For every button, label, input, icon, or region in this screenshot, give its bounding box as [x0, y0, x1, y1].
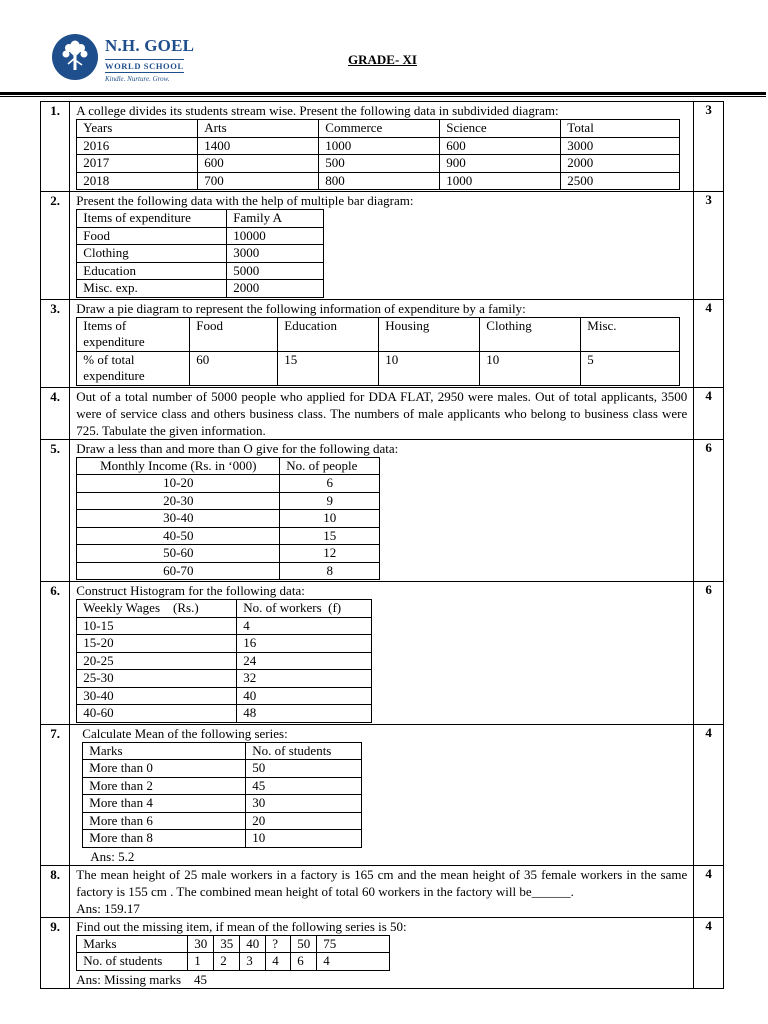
question-marks: 4 [694, 865, 724, 917]
table-cell: 30 [246, 795, 362, 813]
table-cell: 600 [198, 155, 319, 173]
question-row [41, 917, 724, 988]
data-table [76, 599, 372, 723]
question-number: 9. [41, 917, 70, 988]
table-row [77, 245, 324, 263]
table-row [77, 510, 380, 528]
table-cell: 20 [246, 812, 362, 830]
table-cell: 10 [379, 351, 480, 385]
question-body [70, 192, 694, 300]
table-cell: 2017 [77, 155, 198, 173]
table-cell: 24 [237, 652, 372, 670]
table-cell: 4 [317, 953, 390, 971]
question-text: Draw a less than and more than O give for the following data: [76, 440, 399, 456]
table-cell: 3000 [227, 245, 324, 263]
table-cell: 2018 [77, 172, 198, 190]
table-cell: 1000 [440, 172, 561, 190]
question-body [70, 102, 694, 192]
table-row [83, 830, 362, 848]
table-cell: 35 [214, 935, 240, 953]
question-marks: 3 [694, 102, 724, 192]
data-table [76, 935, 390, 971]
question-body [70, 724, 694, 865]
page-header [0, 0, 768, 96]
table-cell: 40 [240, 935, 266, 953]
question-text: Out of a total number of 5000 people who applied for DDA FLAT, 2950 were males. Out of total applicants, 3500 were of service class and others business class. The numbers of male applicants who belong to business class were 725. Tabulate the given information. [76, 388, 688, 438]
question-body [70, 439, 694, 582]
table-row [83, 760, 362, 778]
question-body [70, 865, 694, 917]
table-row [83, 812, 362, 830]
table-cell: Marks [83, 742, 246, 760]
question-text: A college divides its students stream wise. Present the following data in subdivided diagram: [76, 103, 559, 118]
table-cell: Misc. [581, 317, 680, 351]
table-cell: 2500 [561, 172, 680, 190]
question-number: 7. [41, 724, 70, 865]
table-cell: 5000 [227, 262, 324, 280]
table-header-row [83, 742, 362, 760]
tree-emblem-icon [52, 34, 98, 80]
question-number: 2. [41, 192, 70, 300]
table-cell: 600 [440, 137, 561, 155]
table-cell: 1 [188, 953, 214, 971]
table-row [77, 545, 380, 563]
table-cell: 48 [237, 705, 372, 723]
question-row [41, 102, 724, 192]
table-cell: 4 [266, 953, 291, 971]
table-cell: Arts [198, 120, 319, 138]
question-row [41, 192, 724, 300]
table-cell: 900 [440, 155, 561, 173]
table-cell: Food [190, 317, 278, 351]
question-marks: 4 [694, 917, 724, 988]
answer-text: Ans: 159.17 [76, 900, 140, 916]
question-row [41, 299, 724, 387]
question-number: 5. [41, 439, 70, 582]
question-row [41, 582, 724, 725]
table-cell: 3000 [561, 137, 680, 155]
table-row [77, 137, 680, 155]
table-cell: More than 4 [83, 795, 246, 813]
table-row [77, 562, 380, 580]
table-row [83, 795, 362, 813]
table-cell: No. of students [77, 953, 188, 971]
table-cell: 10 [480, 351, 581, 385]
table-cell: % of total expenditure [77, 351, 190, 385]
grade-title: GRADE- XI [348, 52, 417, 67]
table-cell: Commerce [319, 120, 440, 138]
question-text: Find out the missing item, if mean of the following series is 50: [76, 918, 407, 934]
question-number: 4. [41, 387, 70, 439]
table-cell: 9 [280, 492, 380, 510]
table-cell: Family A [227, 210, 324, 228]
table-cell: 40 [237, 687, 372, 705]
table-cell: Education [77, 262, 227, 280]
table-cell: 1400 [198, 137, 319, 155]
table-cell: Items of expenditure [77, 210, 227, 228]
table-row [77, 617, 372, 635]
table-cell: 10000 [227, 227, 324, 245]
table-cell: Marks [77, 935, 188, 953]
question-body [70, 387, 694, 439]
school-tagline: Kindle. Nurture. Grow. [105, 75, 170, 83]
question-text: The mean height of 25 male workers in a factory is 165 cm and the mean height of 35 female workers in the same factory is 155 cm . The combined mean height of total 60 workers in the factory will be______. [76, 866, 688, 899]
table-header-row [77, 457, 380, 475]
table-cell: 1000 [319, 137, 440, 155]
table-cell: More than 2 [83, 777, 246, 795]
table-cell: 30-40 [77, 687, 237, 705]
table-cell: 500 [319, 155, 440, 173]
table-cell: Total [561, 120, 680, 138]
table-row [77, 935, 390, 953]
question-marks: 4 [694, 299, 724, 387]
question-row [41, 387, 724, 439]
table-row [77, 172, 680, 190]
table-cell: Misc. exp. [77, 280, 227, 298]
data-table [76, 209, 324, 298]
table-row [77, 262, 324, 280]
question-text: Present the following data with the help of multiple bar diagram: [76, 193, 414, 208]
table-cell: Clothing [480, 317, 581, 351]
table-cell: 15-20 [77, 635, 237, 653]
table-cell: Weekly Wages (Rs.) [77, 600, 237, 618]
table-cell: No. of students [246, 742, 362, 760]
answer-text: Ans: Missing marks 45 [76, 971, 208, 987]
question-number: 3. [41, 299, 70, 387]
question-number: 6. [41, 582, 70, 725]
question-text: Construct Histogram for the following data: [76, 583, 305, 598]
table-row [77, 527, 380, 545]
table-cell: 60 [190, 351, 278, 385]
table-cell: 60-70 [77, 562, 280, 580]
table-cell: More than 8 [83, 830, 246, 848]
question-text: Draw a pie diagram to represent the following information of expenditure by a family: [76, 300, 526, 316]
table-cell: 10 [246, 830, 362, 848]
table-cell: 50 [291, 935, 317, 953]
table-cell: 10 [280, 510, 380, 528]
table-row [77, 687, 372, 705]
question-marks: 6 [694, 439, 724, 582]
data-table [76, 119, 680, 190]
answer-text: Ans: 5.2 [90, 848, 135, 864]
table-cell: 40-50 [77, 527, 280, 545]
table-row [77, 475, 380, 493]
table-cell: 2000 [227, 280, 324, 298]
table-cell: No. of workers (f) [237, 600, 372, 618]
table-cell: More than 6 [83, 812, 246, 830]
question-body [70, 299, 694, 387]
table-cell: Monthly Income (Rs. in ‘000) [77, 457, 280, 475]
table-row [77, 652, 372, 670]
table-cell: 30-40 [77, 510, 280, 528]
table-cell: 5 [581, 351, 680, 385]
data-table [82, 742, 362, 848]
table-row [83, 777, 362, 795]
question-body [70, 917, 694, 988]
table-header-row [77, 210, 324, 228]
table-header-row [77, 120, 680, 138]
table-cell: 2000 [561, 155, 680, 173]
question-marks: 3 [694, 192, 724, 300]
table-cell: 16 [237, 635, 372, 653]
table-cell: Science [440, 120, 561, 138]
question-marks: 6 [694, 582, 724, 725]
table-cell: 10-20 [77, 475, 280, 493]
table-row [77, 492, 380, 510]
header-rule-thick [0, 92, 766, 95]
table-row [77, 155, 680, 173]
table-row [77, 227, 324, 245]
table-cell: No. of people [280, 457, 380, 475]
table-cell: Years [77, 120, 198, 138]
table-row [77, 317, 680, 351]
data-table [76, 457, 380, 581]
table-cell: 32 [237, 670, 372, 688]
table-cell: 3 [240, 953, 266, 971]
table-cell: 15 [278, 351, 379, 385]
table-cell: 6 [291, 953, 317, 971]
table-cell: 12 [280, 545, 380, 563]
table-cell: 6 [280, 475, 380, 493]
table-cell: 2 [214, 953, 240, 971]
table-cell: 50 [246, 760, 362, 778]
table-cell: 40-60 [77, 705, 237, 723]
table-cell: 15 [280, 527, 380, 545]
table-cell: ? [266, 935, 291, 953]
question-row [41, 724, 724, 865]
table-cell: 2016 [77, 137, 198, 155]
table-cell: Housing [379, 317, 480, 351]
table-cell: 8 [280, 562, 380, 580]
table-cell: 4 [237, 617, 372, 635]
table-row [77, 635, 372, 653]
table-header-row [77, 600, 372, 618]
table-cell: More than 0 [83, 760, 246, 778]
table-cell: 20-25 [77, 652, 237, 670]
question-marks: 4 [694, 724, 724, 865]
header-rule-thin [0, 96, 766, 97]
table-cell: Education [278, 317, 379, 351]
table-cell: 25-30 [77, 670, 237, 688]
table-cell: 20-30 [77, 492, 280, 510]
table-cell: 50-60 [77, 545, 280, 563]
table-row [77, 705, 372, 723]
table-cell: 30 [188, 935, 214, 953]
table-cell: 700 [198, 172, 319, 190]
table-cell: 45 [246, 777, 362, 795]
question-text: Calculate Mean of the following series: [82, 725, 288, 741]
table-cell: 75 [317, 935, 390, 953]
question-row [41, 439, 724, 582]
table-row [77, 280, 324, 298]
question-number: 8. [41, 865, 70, 917]
question-body [70, 582, 694, 725]
question-row [41, 865, 724, 917]
table-row [77, 670, 372, 688]
table-cell: Clothing [77, 245, 227, 263]
school-subtitle: WORLD SCHOOL [105, 61, 184, 71]
table-cell: Items of expenditure [77, 317, 190, 351]
data-table [76, 317, 680, 386]
school-logo [52, 34, 212, 86]
table-cell: 10-15 [77, 617, 237, 635]
table-row [77, 953, 390, 971]
school-name: N.H. GOEL [105, 36, 195, 55]
table-cell: 800 [319, 172, 440, 190]
table-cell: Food [77, 227, 227, 245]
question-marks: 4 [694, 387, 724, 439]
table-row [77, 351, 680, 385]
question-number: 1. [41, 102, 70, 192]
questions-table [40, 101, 724, 989]
